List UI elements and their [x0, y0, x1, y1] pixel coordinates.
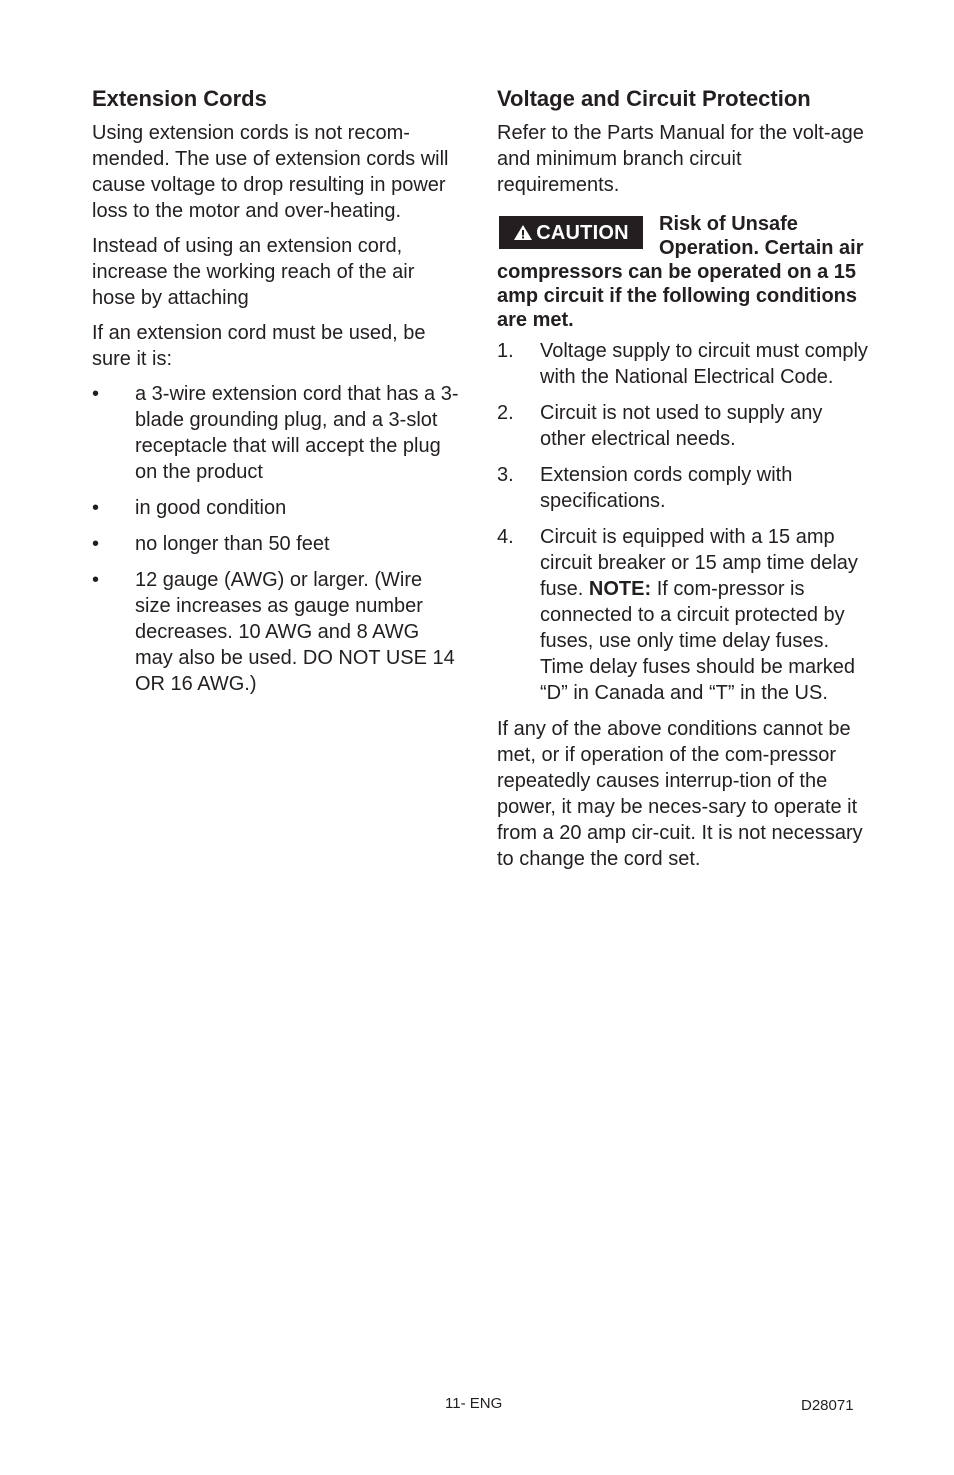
list-item-text: Circuit is not used to supply any other electrical needs.: [540, 402, 823, 450]
list-item: [497, 338, 869, 390]
list-item-text: a 3-wire extension cord that has a 3-blade grounding plug, and a 3-slot receptacle that will accept the plug on the product: [135, 383, 459, 483]
list-item-text: Extension cords comply with specifications.: [540, 464, 793, 512]
list-item: [497, 462, 869, 514]
right-column: [497, 84, 869, 881]
bullet-icon: •: [92, 569, 100, 591]
list-item: [92, 531, 462, 557]
paragraph-20-amp-circuit: If any of the above conditions cannot be met, or if operation of the com-pressor repeatedly causes interrup-tion of the power, it may be neces-sary to operate it from a 20 amp cir-cuit. It is not necessary to change the cord set.: [497, 718, 863, 870]
bullet-icon: •: [92, 383, 100, 405]
list-item: [92, 381, 462, 485]
list-item-number: 1.: [497, 340, 514, 362]
note-label: NOTE:: [588, 578, 652, 600]
list-item-text-after: If com-pressor is connected to a circuit protected by fuses, use only time delay fuses. Time delay fuses should be marked “D” in Canada and “T” in the US.: [540, 578, 855, 704]
bullet-icon: •: [92, 497, 100, 519]
caution-text: Risk of Unsafe Operation. Certain air compressors can be operated on a 15 amp circuit if the following conditions are met.: [497, 213, 864, 331]
list-item-number: 2.: [497, 402, 514, 424]
paragraph-air-hose: Instead of using an extension cord, increase the working reach of the air hose by attaching: [92, 235, 415, 309]
page-number: 11- ENG: [445, 1395, 503, 1412]
list-item-text-before: Circuit is equipped with a 15 amp circuit breaker or 15 amp time delay fuse.: [540, 526, 858, 600]
voltage-protection-heading: Voltage and Circuit Protection: [497, 86, 811, 111]
list-item-text: in good condition: [135, 497, 287, 519]
list-item: [92, 567, 462, 697]
conditions-list: [497, 338, 869, 706]
document-code: D28071: [801, 1397, 854, 1414]
list-item-text: no longer than 50 feet: [135, 533, 330, 555]
cord-requirements-list: [92, 381, 462, 697]
list-item: [92, 495, 462, 521]
paragraph-not-recommended: Using extension cords is not recom-mended. The use of extension cords will cause voltage to drop resulting in power loss to the motor and over-heating.: [92, 122, 449, 222]
caution-block: [497, 212, 869, 338]
warning-triangle-icon: [513, 224, 533, 241]
list-item-text: 12 gauge (AWG) or larger. (Wire size increases as gauge number decreases. 10 AWG and 8 AWG may also be used. DO NOT USE 14 OR 16 AWG.): [135, 569, 455, 695]
paragraph-cord-requirements: If an extension cord must be used, be sure it is:: [92, 322, 426, 370]
extension-cords-heading: Extension Cords: [92, 86, 267, 111]
bullet-icon: •: [92, 533, 100, 555]
list-item: [497, 524, 869, 706]
list-item-number: 4.: [497, 526, 514, 548]
list-item: [497, 400, 869, 452]
left-column: [92, 84, 462, 707]
paragraph-parts-manual: Refer to the Parts Manual for the volt-age and minimum branch circuit requirements.: [497, 122, 864, 196]
list-item-number: 3.: [497, 464, 514, 486]
caution-label: CAUTION: [536, 221, 629, 244]
list-item-text: Voltage supply to circuit must comply with the National Electrical Code.: [540, 340, 868, 388]
caution-badge: [499, 216, 643, 249]
